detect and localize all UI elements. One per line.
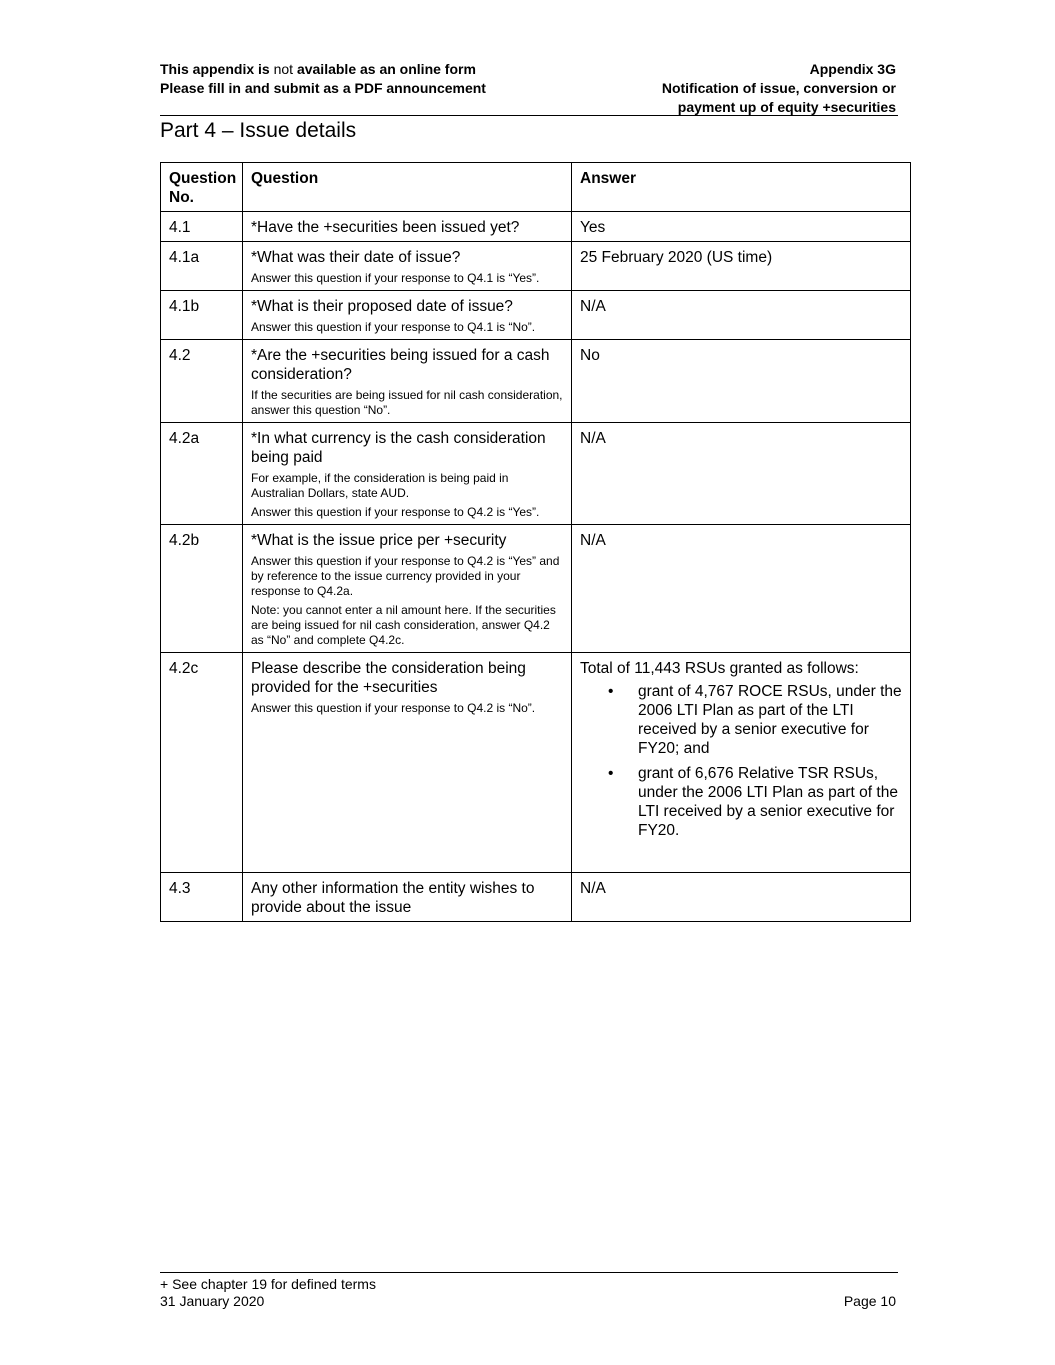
header-question-no-line2: No. [169,189,194,206]
header-question-no [161,163,243,212]
question-text: Please describe the consideration being provided for the +securities [251,660,526,696]
question-note: Answer this question if your response to Q4.1 is “No”. [251,320,536,334]
question-text: *In what currency is the cash consideration being paid [251,430,546,466]
question-cell [243,242,572,291]
answer-text: N/A [572,525,911,653]
table-row [161,340,911,423]
question-no: 4.1b [161,291,243,340]
part-title: Part 4 – Issue details [160,119,357,142]
question-note: Note: you cannot enter a nil amount here. If the securities are being issued for nil cash consideration, answer Q4.2 as “No” and complete Q4.2c. [251,603,556,647]
question-note: Answer this question if your response to Q4.2 is “No”. [251,701,536,715]
question-cell [243,423,572,525]
table-row [161,291,911,340]
answer-text: No [572,340,911,423]
header-rule [160,115,898,116]
table-row [161,653,911,873]
header-answer: Answer [572,163,911,212]
question-cell [243,291,572,340]
table-row [161,242,911,291]
appendix-title-line2: payment up of equity +securities [677,99,896,115]
cell-spacer [580,846,902,868]
answer-cell [572,653,911,873]
question-text: *What was their date of issue? [251,249,461,266]
appendix-title-line1: Notification of issue, conversion or [661,80,896,96]
answer-bullet: • grant of 6,676 Relative TSR RSUs, under the 2006 LTI Plan as part of the LTI received by a senior executive for FY20. [638,764,902,840]
question-note: If the securities are being issued for nil cash consideration, answer this question “No”. [251,388,563,417]
question-no: 4.2c [161,653,243,873]
footer-left [160,1276,376,1310]
header-right [662,60,896,117]
question-no: 4.3 [161,873,243,922]
footer-date: 31 January 2020 [160,1293,265,1309]
answer-bullet-list [580,682,902,840]
answer-text: N/A [572,873,911,922]
table-row [161,423,911,525]
footer-rule [160,1272,898,1273]
answer-text: N/A [572,423,911,525]
footer-defined-terms: + See chapter 19 for defined terms [160,1276,376,1292]
question-text: *What is their proposed date of issue? [251,298,513,315]
question-note: For example, if the consideration is being paid in Australian Dollars, state AUD. [251,471,509,500]
question-cell [243,340,572,423]
header-left-line2: Please fill in and submit as a PDF announcement [160,80,486,96]
answer-text: Total of 11,443 RSUs granted as follows: [580,660,859,677]
question-text: *Are the +securities being issued for a cash consideration? [251,347,550,383]
question-no: 4.2b [161,525,243,653]
question-text: *Have the +securities been issued yet? [243,212,572,242]
header-question-no-line1: Question [169,170,237,187]
question-note: Answer this question if your response to Q4.2 is “Yes”. [251,505,540,519]
table-row [161,525,911,653]
question-no: 4.2a [161,423,243,525]
table-row [161,873,911,922]
header-left-line1c: available as an online form [296,61,476,77]
question-no: 4.2 [161,340,243,423]
answer-text: Yes [572,212,911,242]
answer-text: 25 February 2020 (US time) [572,242,911,291]
table-row [161,212,911,242]
question-text: *What is the issue price per +security [251,532,507,549]
table-header-row [161,163,911,212]
appendix-label: Appendix 3G [809,61,896,77]
header-question: Question [243,163,572,212]
footer-page-number: Page 10 [843,1293,896,1309]
question-note: Answer this question if your response to Q4.2 is “Yes” and by reference to the issue currency provided in your response to Q4.2a. [251,554,560,598]
question-cell [243,525,572,653]
header-left [160,60,486,98]
answer-text: N/A [572,291,911,340]
answer-bullet: • grant of 4,767 ROCE RSUs, under the 2006 LTI Plan as part of the LTI received by a senior executive for FY20; and [638,682,902,758]
question-no: 4.1 [161,212,243,242]
question-note: Answer this question if your response to Q4.1 is “Yes”. [251,271,540,285]
header-left-not: not [273,61,294,77]
question-cell [243,653,572,873]
question-text: Any other information the entity wishes to provide about the issue [243,873,572,922]
question-no: 4.1a [161,242,243,291]
issue-details-table [160,162,911,922]
header-left-line1a: This appendix is [160,61,270,77]
